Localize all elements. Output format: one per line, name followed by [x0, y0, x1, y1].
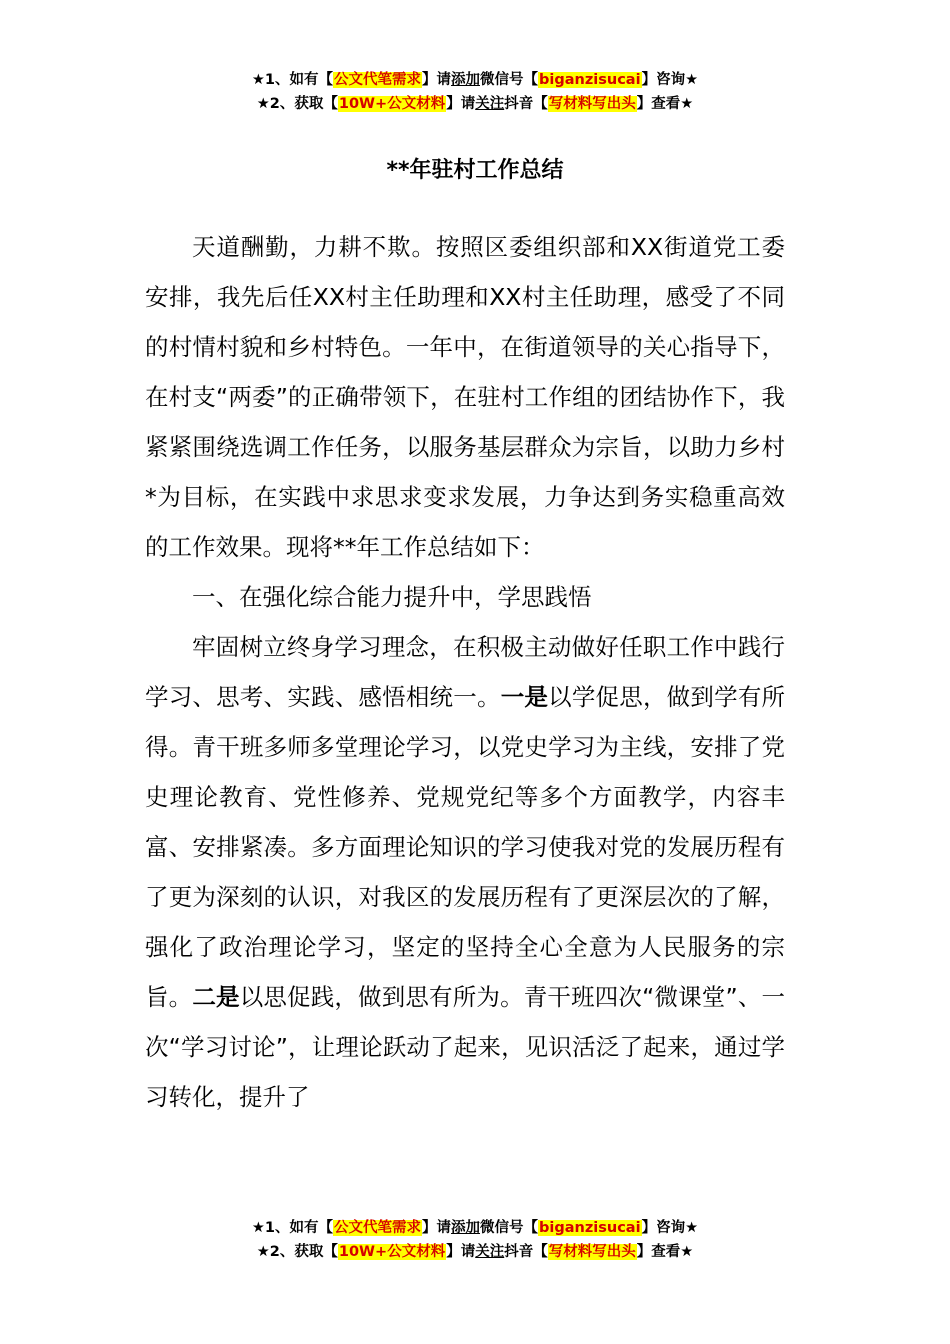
- banner-text: 微信号【: [480, 72, 539, 88]
- banner-text: 】查看★: [636, 1244, 694, 1260]
- paragraph-intro: 天道酬勤，力耕不欺。按照区委组织部和XX街道党工委安排，我先后任XX村主任助理和XX村主任助理，感受了不同的村情村貌和乡村特色。一年中，在街道领导的关心指导下，在村支“两委”的正确带领下，在驻村工作组的团结协作下，我紧紧围绕选调工作任务，以服务基层群众为宗旨，以助力乡村*为目标，在实践中求思求变求发展，力争达到务实稳重高效的工作效果。现将**年工作总结如下：: [145, 233, 785, 561]
- paragraph-text: 牢固树立终身学习理念，在积极主动做好任职工作中践行学习、思考、实践、感悟相统一。: [145, 633, 785, 711]
- banner-line-1: [0, 68, 950, 92]
- douyin-id-highlight: 写材料写出头: [548, 96, 636, 112]
- underlined-text: 关注: [475, 1244, 505, 1260]
- document-body: [145, 222, 785, 1122]
- banner-text: ★1、如有【: [251, 1220, 334, 1236]
- paragraph-text: 以思促践，做到思有所为。青干班四次“微课堂”、一次“学习讨论”，让理论跃动了起来，见识活泛了起来，通过学习转化，提升了: [145, 983, 785, 1111]
- top-banner: [0, 68, 950, 116]
- banner-text: 】请: [446, 1244, 476, 1260]
- wechat-id-highlight: biganzisucai: [539, 72, 641, 88]
- underlined-text: 关注: [475, 96, 505, 112]
- banner-text: 】查看★: [636, 96, 694, 112]
- banner-text: 】请: [422, 72, 452, 88]
- douyin-id-highlight: 写材料写出头: [548, 1244, 636, 1260]
- banner-text: 抖音【: [504, 96, 548, 112]
- highlight-text: 公文代笔需求: [334, 1220, 422, 1236]
- banner-line-2: [0, 92, 950, 116]
- highlight-text: 10W+公文材料: [338, 96, 446, 112]
- bold-marker: 二是: [192, 983, 240, 1011]
- banner-text: ★2、获取【: [256, 1244, 338, 1260]
- banner-text: 】咨询★: [641, 72, 699, 88]
- highlight-text: 公文代笔需求: [334, 72, 422, 88]
- document-title: **年驻村工作总结: [386, 158, 564, 183]
- banner-text: 微信号【: [480, 1220, 539, 1236]
- bottom-banner: [0, 1216, 950, 1264]
- section-heading: 一、在强化综合能力提升中，学思践悟: [192, 583, 592, 611]
- wechat-id-highlight: biganzisucai: [539, 1220, 641, 1236]
- banner-text: 】请: [422, 1220, 452, 1236]
- banner-text: 】咨询★: [641, 1220, 699, 1236]
- underlined-text: 添加: [451, 1220, 481, 1236]
- highlight-text: 10W+公文材料: [338, 1244, 446, 1260]
- banner-text: 】请: [446, 96, 476, 112]
- banner-text: ★2、获取【: [256, 96, 338, 112]
- banner-line-2: [0, 1240, 950, 1264]
- paragraph-learning: [145, 622, 785, 1122]
- underlined-text: 添加: [451, 72, 481, 88]
- banner-text: ★1、如有【: [251, 72, 334, 88]
- bold-marker: 一是: [500, 683, 549, 711]
- banner-text: 抖音【: [504, 1244, 548, 1260]
- paragraph-text: 以学促思，做到学有所得。青干班多师多堂理论学习，以党史学习为主线，安排了党史理论教育、党性修养、党规党纪等多个方面教学，内容丰富、安排紧凑。多方面理论知识的学习使我对党的发展历程有了更为深刻的认识，对我区的发展历程有了更深层次的了解，强化了政治理论学习，坚定的坚持全心全意为人民服务的宗旨。: [145, 683, 786, 1011]
- banner-line-1: [0, 1216, 950, 1240]
